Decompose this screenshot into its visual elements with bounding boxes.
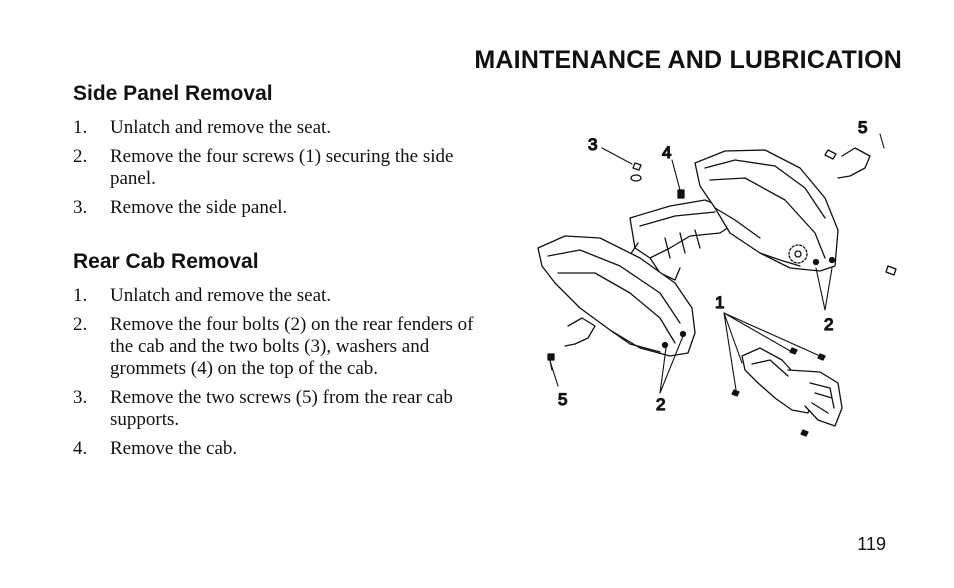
rear-cab-steps	[73, 285, 493, 467]
page-number: 119	[857, 534, 886, 554]
callout-5-top: 5	[858, 118, 868, 137]
side-panel-title: Side Panel Removal	[73, 82, 273, 105]
step-number: 2.	[73, 146, 88, 167]
step-number: 1.	[73, 285, 88, 306]
step-text: Unlatch and remove the seat.	[110, 117, 332, 138]
list-item	[73, 314, 493, 380]
cab-right-fender	[695, 150, 838, 271]
step-text: Remove the cab.	[110, 438, 238, 459]
callout-2-bottom: 2	[656, 395, 666, 414]
step-text: Unlatch and remove the seat.	[110, 285, 332, 306]
step-text: Remove the side panel.	[110, 197, 288, 218]
callout-2-right: 2	[824, 315, 834, 334]
rear-cab-title: Rear Cab Removal	[73, 250, 259, 273]
callout-1: 1	[715, 293, 725, 312]
callout-4: 4	[662, 143, 672, 162]
step-number: 3.	[73, 197, 88, 218]
list-item	[73, 117, 493, 139]
step-number: 2.	[73, 314, 88, 335]
list-item	[73, 387, 493, 431]
page-header: MAINTENANCE AND LUBRICATION	[474, 46, 902, 74]
cab-left-fender	[538, 236, 695, 356]
side-panel	[742, 348, 842, 426]
step-number: 4.	[73, 438, 88, 459]
side-panel-steps	[73, 117, 493, 226]
cab-exploded-diagram	[520, 108, 920, 438]
list-item	[73, 197, 493, 219]
list-item	[73, 285, 493, 307]
callout-5-bottom: 5	[558, 390, 568, 409]
callout-3: 3	[588, 135, 598, 154]
step-text: Remove the two screws (5) from the rear cab supports.	[110, 387, 453, 430]
step-number: 3.	[73, 387, 88, 408]
step-text: Remove the four screws (1) securing the side panel.	[110, 146, 454, 189]
step-number: 1.	[73, 117, 88, 138]
list-item	[73, 438, 493, 460]
list-item	[73, 146, 493, 190]
step-text: Remove the four bolts (2) on the rear fenders of the cab and the two bolts (3), washers and grommets (4) on the top of the cab.	[110, 314, 474, 379]
